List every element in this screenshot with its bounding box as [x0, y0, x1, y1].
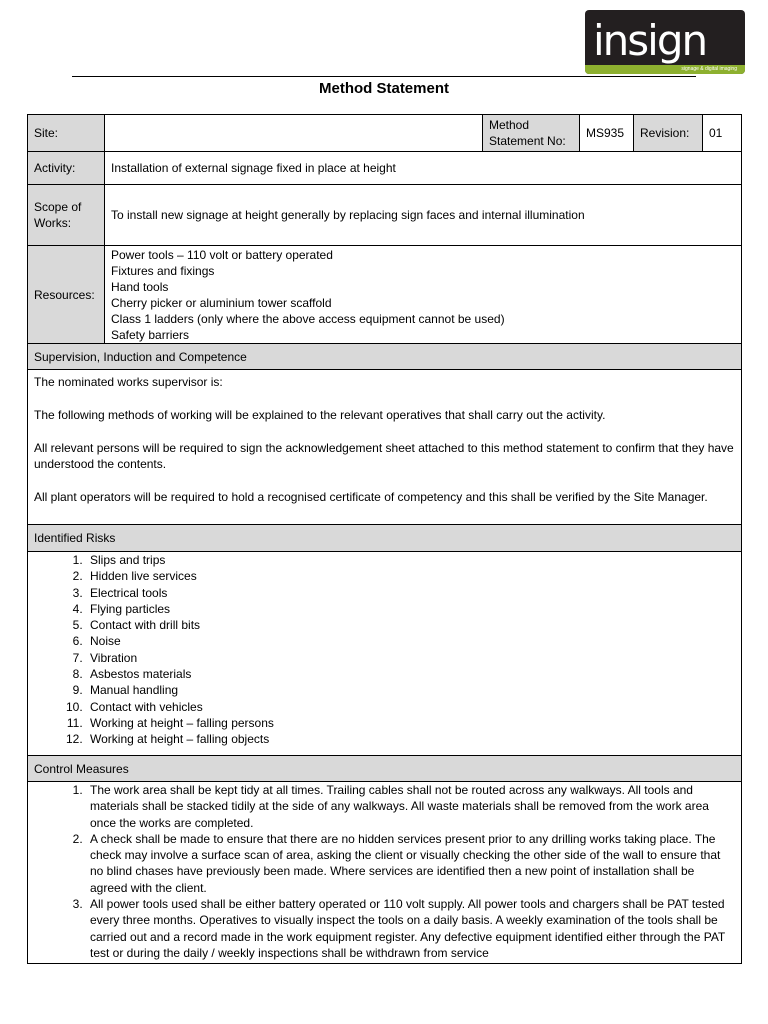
scope-label: Scope of Works: [28, 185, 105, 246]
resource-item: Class 1 ladders (only where the above access equipment cannot be used) [111, 311, 505, 326]
supervision-body [28, 370, 742, 525]
revision-label: Revision: [634, 115, 703, 152]
risk-item: 4. Flying particles [86, 601, 735, 617]
control-measures-list [34, 782, 735, 961]
risks-heading-row [28, 525, 742, 552]
site-value [105, 115, 483, 152]
risk-item: 12. Working at height – falling objects [86, 731, 735, 747]
risks-body [28, 552, 742, 756]
control-heading-row [28, 756, 742, 782]
resources-list [105, 246, 742, 344]
supervision-paragraph: All plant operators will be required to hold a recognised certificate of competency and this shall be verified by the Site Manager. [34, 490, 708, 504]
resource-item: Fixtures and fixings [111, 263, 215, 278]
risk-item: 2. Hidden live services [86, 568, 735, 584]
control-measure-item: 2. A check shall be made to ensure that there are no hidden services present prior to any drilling works taking place. The check may involve a surface scan of area, asking the client or visually checking the other side of the wall to ensure that no blind chases have previously been made. Where services are identified then a new point of installation shall be agreed with the client. [86, 831, 735, 896]
supervision-heading-row [28, 344, 742, 370]
scope-row [28, 185, 742, 246]
site-label: Site: [28, 115, 105, 152]
method-statement-no-value: MS935 [580, 115, 634, 152]
risks-list [34, 552, 735, 748]
activity-value: Installation of external signage fixed in place at height [105, 152, 742, 185]
logo-tagline: signage & digital imaging [681, 66, 737, 72]
risk-item: 8. Asbestos materials [86, 666, 735, 682]
supervision-paragraph: All relevant persons will be required to sign the acknowledgement sheet attached to this method statement to confirm that they have understood the contents. [34, 441, 734, 471]
control-body [28, 782, 742, 964]
title-rule [72, 76, 696, 77]
resource-item: Hand tools [111, 279, 169, 294]
resource-item: Power tools – 110 volt or battery operated [111, 247, 333, 262]
header-row [28, 115, 742, 152]
activity-row [28, 152, 742, 185]
scope-value: To install new signage at height generally by replacing sign faces and internal illumination [105, 185, 742, 246]
risks-heading: Identified Risks [28, 525, 742, 552]
control-body-row [28, 782, 742, 964]
method-statement-table [27, 114, 742, 964]
resource-item: Safety barriers [111, 327, 190, 342]
risk-item: 7. Vibration [86, 650, 735, 666]
resource-item: Cherry picker or aluminium tower scaffold [111, 295, 332, 310]
supervision-body-row [28, 370, 742, 525]
control-heading: Control Measures [28, 756, 742, 782]
supervision-paragraph: The nominated works supervisor is: [34, 375, 223, 389]
revision-value: 01 [703, 115, 742, 152]
risk-item: 11. Working at height – falling persons [86, 715, 735, 731]
risk-item: 1. Slips and trips [86, 552, 735, 568]
risk-item: 9. Manual handling [86, 682, 735, 698]
risk-item: 3. Electrical tools [86, 585, 735, 601]
resources-label: Resources: [28, 246, 105, 344]
activity-label: Activity: [28, 152, 105, 185]
risk-item: 5. Contact with drill bits [86, 617, 735, 633]
resources-row [28, 246, 742, 344]
control-measure-item: 3. All power tools used shall be either battery operated or 110 volt supply. All power tools and chargers shall be PAT tested every three months. Operatives to visually inspect the tools on a daily basis. A weekly examination of the tools shall be carried out and a record made in the work equipment register. Any defective equipment identified either through the PAT test or during the daily / weekly inspections shall be withdrawn from service [86, 896, 735, 961]
document-title: Method Statement [318, 80, 449, 97]
risks-body-row [28, 552, 742, 756]
logo-wordmark: insign [593, 16, 707, 65]
control-measure-item: 1. The work area shall be kept tidy at all times. Trailing cables shall not be routed across any walkways. All tools and materials shall be stacked tidily at the side of any walkways. All waste materials shall be removed from the work area once the works are completed. [86, 782, 735, 831]
risk-item: 6. Noise [86, 633, 735, 649]
risk-item: 10. Contact with vehicles [86, 699, 735, 715]
method-statement-no-label: Method Statement No: [483, 115, 580, 152]
supervision-heading: Supervision, Induction and Competence [28, 344, 742, 370]
supervision-paragraph: The following methods of working will be explained to the relevant operatives that shall carry out the activity. [34, 408, 606, 422]
company-logo [585, 10, 745, 74]
